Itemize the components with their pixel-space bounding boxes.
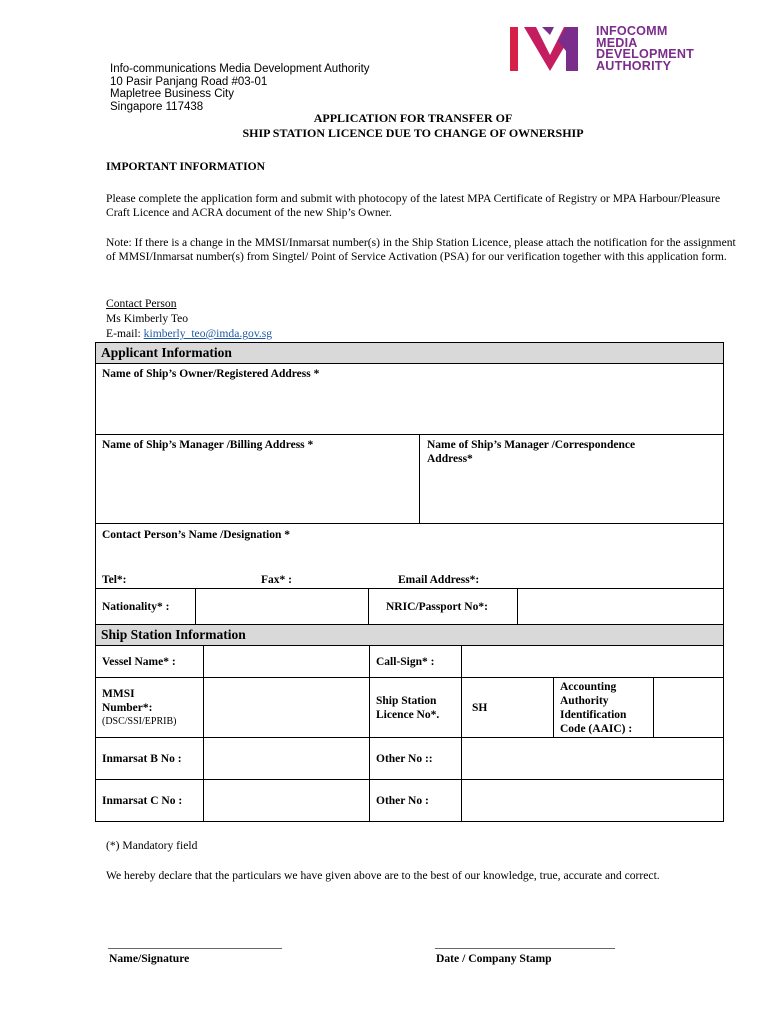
inmarsat-c-label-cell	[95, 779, 204, 822]
mandatory-note: (*) Mandatory field	[106, 839, 198, 852]
aaic-label-line: Code (AAIC) :	[560, 723, 633, 735]
logo-word: DEVELOPMENT	[596, 47, 695, 62]
imda-logo	[508, 25, 708, 75]
callsign-input[interactable]	[461, 645, 724, 678]
licence-prefix: SH	[472, 702, 488, 714]
correspondence-address-label	[427, 438, 635, 466]
mmsi-sublabel: (DSC/SSI/EPRIB)	[102, 716, 177, 727]
mmsi-label	[102, 687, 176, 729]
contact-email-line	[106, 327, 272, 341]
name-signature-label: Name/Signature	[109, 952, 190, 965]
mmsi-label-line: Number*:	[102, 702, 153, 714]
address-line: Mapletree Business City	[110, 88, 234, 101]
contact-person-field[interactable]	[95, 523, 724, 589]
other-no-1-label: Other No ::	[376, 753, 433, 765]
applicant-section-title: Applicant Information	[101, 345, 232, 360]
signature-line[interactable]: _____________________________	[108, 936, 282, 950]
nationality-label: Nationality* :	[102, 601, 170, 613]
other-no-1-input[interactable]	[461, 737, 724, 780]
tel-label: Tel*:	[102, 574, 127, 586]
billing-address-field[interactable]	[95, 434, 420, 524]
correspondence-address-field[interactable]	[419, 434, 724, 524]
logo-word: AUTHORITY	[596, 58, 672, 73]
nationality-input[interactable]	[195, 588, 369, 625]
address-line: 10 Pasir Panjang Road #03-01	[110, 75, 268, 88]
form-title-line2: SHIP STATION LICENCE DUE TO CHANGE OF OWNERSHIP	[242, 126, 584, 140]
owner-address-field[interactable]	[95, 363, 724, 435]
aaic-input[interactable]	[653, 677, 724, 738]
applicant-section-header	[95, 342, 724, 364]
aaic-label-cell	[553, 677, 654, 738]
aaic-label-line: Authority	[560, 695, 609, 707]
form-title-line1: APPLICATION FOR TRANSFER OF	[313, 111, 513, 125]
email-address-label: Email Address*:	[398, 574, 480, 586]
mmsi-label-cell	[95, 677, 204, 738]
nric-input[interactable]	[517, 588, 724, 625]
important-info-heading: IMPORTANT INFORMATION	[106, 160, 266, 173]
inmarsat-c-label: Inmarsat C No :	[102, 795, 183, 807]
logo-word: INFOCOMM	[596, 24, 668, 38]
instruction-paragraph: Please complete the application form and submit with photocopy of the latest MPA Certificate of Registry or MPA Harbour/Pleasure Craft Licence and ACRA document of the new Ship’s Owner.	[106, 192, 721, 219]
email-prefix: E-mail:	[106, 327, 144, 340]
owner-address-label: Name of Ship’s Owner/Registered Address *	[102, 368, 320, 380]
inmarsat-b-input[interactable]	[203, 737, 370, 780]
date-stamp-line[interactable]: ______________________________	[435, 936, 615, 950]
billing-address-label: Name of Ship’s Manager /Billing Address *	[102, 439, 314, 451]
inmarsat-b-label: Inmarsat B No :	[102, 753, 182, 765]
contact-person-label: Contact Person’s Name /Designation *	[102, 529, 291, 541]
address-line: Info-communications Media Development Authority	[110, 63, 370, 75]
date-stamp-label: Date / Company Stamp	[436, 952, 552, 965]
other-no-2-input[interactable]	[461, 779, 724, 822]
inmarsat-c-input[interactable]	[203, 779, 370, 822]
imda-logo-mark-icon	[508, 25, 592, 73]
fax-label: Fax* :	[261, 574, 292, 586]
other-no-2-label: Other No :	[376, 795, 429, 807]
licence-label-line: Ship Station	[376, 695, 437, 707]
licence-label	[376, 694, 439, 722]
declaration-text: We hereby declare that the particulars we have given above are to the best of our knowledge, true, accurate and correct.	[106, 869, 660, 882]
nationality-label-cell	[95, 588, 196, 625]
other-no-1-label-cell	[369, 737, 462, 780]
licence-label-line: Licence No*.	[376, 709, 440, 721]
licence-label-cell	[369, 677, 462, 738]
aaic-label-line: Accounting	[560, 681, 617, 693]
aaic-label	[560, 680, 632, 736]
mmsi-input[interactable]	[203, 677, 370, 738]
contact-person-name: Ms Kimberly Teo	[106, 312, 189, 325]
callsign-label-cell	[369, 645, 462, 678]
logo-text	[596, 26, 694, 72]
licence-number-input[interactable]	[461, 677, 554, 738]
mmsi-label-line: MMSI	[102, 688, 135, 700]
nric-label-cell	[368, 588, 518, 625]
vessel-name-input[interactable]	[203, 645, 370, 678]
address-line: Singapore 117438	[110, 100, 204, 113]
contact-person-heading: Contact Person	[106, 297, 177, 310]
ship-section-header	[95, 624, 724, 646]
nric-label: NRIC/Passport No*:	[386, 601, 488, 613]
note-paragraph: Note: If there is a change in the MMSI/Inmarsat number(s) in the Ship Station Licence, please attach the notification for the assignment of MMSI/Inmarsat number(s) from Singtel/ Point of Service Activation (PSA) for our verification together with this application form.	[106, 236, 736, 263]
authority-address	[110, 63, 370, 113]
vessel-label: Vessel Name* :	[102, 656, 176, 668]
contact-email-link[interactable]: kimberly_teo@imda.gov.sg	[143, 327, 273, 340]
correspondence-label-line: Address*	[427, 453, 473, 465]
inmarsat-b-label-cell	[95, 737, 204, 780]
aaic-label-line: Identification	[560, 709, 627, 721]
other-no-2-label-cell	[369, 779, 462, 822]
vessel-label-cell	[95, 645, 204, 678]
logo-word: MEDIA	[596, 35, 638, 50]
ship-section-title: Ship Station Information	[101, 627, 246, 642]
callsign-label: Call-Sign* :	[376, 656, 435, 668]
correspondence-label-line: Name of Ship’s Manager /Correspondence	[427, 439, 636, 451]
